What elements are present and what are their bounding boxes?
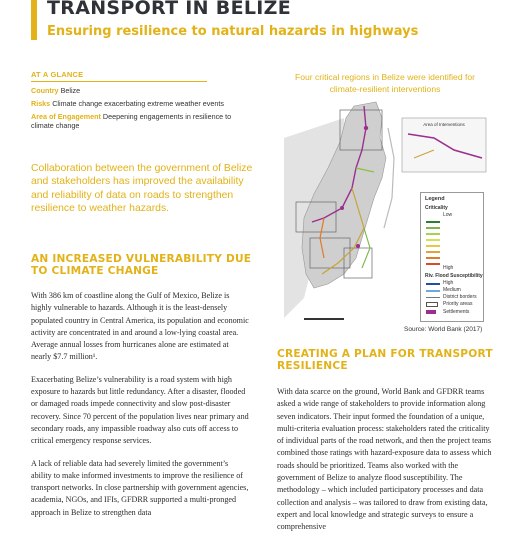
legend-flood-high: High xyxy=(443,280,454,286)
glance-area xyxy=(31,112,251,131)
legend-swatch xyxy=(426,239,440,241)
map-caption: Four critical regions in Belize were identified for climate-resilient interventions xyxy=(294,72,476,94)
legend-swatch xyxy=(426,257,440,259)
legend-high: High xyxy=(443,265,454,271)
section1-paragraph: A lack of reliable data had severely limited the government’s ability to make informed investments to improve the resilience of transport networks. In close partnership with government agencies, academia, NGOs, and IFIs, GFDRR supported a multi-pronged approach in Belize to strengthen data xyxy=(31,458,249,517)
glance-risks-value: Climate change exacerbating extreme weather events xyxy=(52,99,224,108)
legend-title: Legend xyxy=(425,196,445,202)
settlement xyxy=(364,126,368,130)
glance-risks-label: Risks xyxy=(31,99,51,108)
section2-body xyxy=(277,386,497,544)
legend-swatch xyxy=(426,283,440,285)
legend-low: Low xyxy=(443,212,453,218)
settlement xyxy=(356,244,360,248)
page-title: TRANSPORT IN BELIZE xyxy=(47,0,291,19)
legend-flood-medium: Medium xyxy=(443,287,461,293)
legend-settlements: Settlements xyxy=(443,309,470,315)
legend-district: District borders xyxy=(443,294,477,300)
glance-heading: AT A GLANCE xyxy=(31,70,84,79)
glance-area-value: Deepening engagements in resilience to climate change xyxy=(31,112,232,131)
map-legend xyxy=(420,192,484,322)
legend-flood-title: Riv. Flood Susceptibility xyxy=(425,273,483,279)
legend-swatch xyxy=(426,310,436,314)
map-source: Source: World Bank (2017) xyxy=(404,326,483,333)
section1-heading: AN INCREASED VULNERABILITY DUE TO CLIMATE CHANGE xyxy=(31,253,252,277)
glance-risks xyxy=(31,99,251,108)
legend-swatch xyxy=(426,263,440,265)
legend-swatch xyxy=(426,221,440,223)
page-subtitle: Ensuring resilience to natural hazards in highways xyxy=(47,24,419,39)
legend-swatch xyxy=(426,302,438,307)
glance-country xyxy=(31,86,251,95)
section2-paragraph: With data scarce on the ground, World Bank and GFDRR teams asked a wide range of stakeholders to provide information along seven indicators. Their input formed the foundation of a unique, multi-criteria evaluation process: stakeholders rated the criticality of individual parts of the road network, and then the project teams combined those ratings with hazard-exposure data to assess which roads should be prioritized. Teams also worked with the government of Belize to analyze flood susceptibility. The methodology – which included participatory processes and data collection and analysis – was tailored to draw from existing data, expert and local knowledge and strategic surveys to ensure a comprehensive xyxy=(277,387,492,532)
legend-swatch xyxy=(426,233,440,235)
legend-swatch xyxy=(426,245,440,247)
legend-criticality: Criticality xyxy=(425,205,448,211)
callout-quote: Collaboration between the government of Belize and stakeholders has improved the availability and reliability of data on roads to strengthen resilience to weather hazards. xyxy=(31,163,253,214)
legend-swatch xyxy=(426,297,440,298)
section1-body xyxy=(31,290,249,529)
glance-country-label: Country xyxy=(31,86,59,95)
section2-heading: CREATING A PLAN FOR TRANSPORT RESILIENCE xyxy=(277,348,493,372)
section1-paragraph: With 386 km of coastline along the Gulf of Mexico, Belize is highly vulnerable to hazards. Although it is the least-densely populated country in Central America, its population and economic activity are concentrated in and around a low-lying coastal area. Average annual losses from hurricanes alone are estimated at nearly $7.7 million¹. xyxy=(31,291,249,362)
glance-divider xyxy=(31,81,207,82)
inset-title: Area of Interventions xyxy=(423,122,465,127)
glance-area-label: Area of Engagement xyxy=(31,112,101,121)
settlement xyxy=(340,206,344,210)
legend-swatch xyxy=(426,227,440,229)
glance-country-value: Belize xyxy=(60,86,81,95)
legend-swatch xyxy=(426,290,440,292)
scale-bar xyxy=(304,318,344,320)
accent-bar xyxy=(31,0,37,40)
legend-swatch xyxy=(426,251,440,253)
legend-priority: Priority areas xyxy=(443,301,473,307)
section1-paragraph: Exacerbating Belize’s vulnerability is a road system with high exposure to hazards but little redundancy. After a disaster, flooded or damaged roads impede connectivity and slow post-disaster recovery. Since 70 percent of the population lives near primary and secondary roads, any impassible roadway also cuts off access to critical emergency response services. xyxy=(31,374,249,446)
